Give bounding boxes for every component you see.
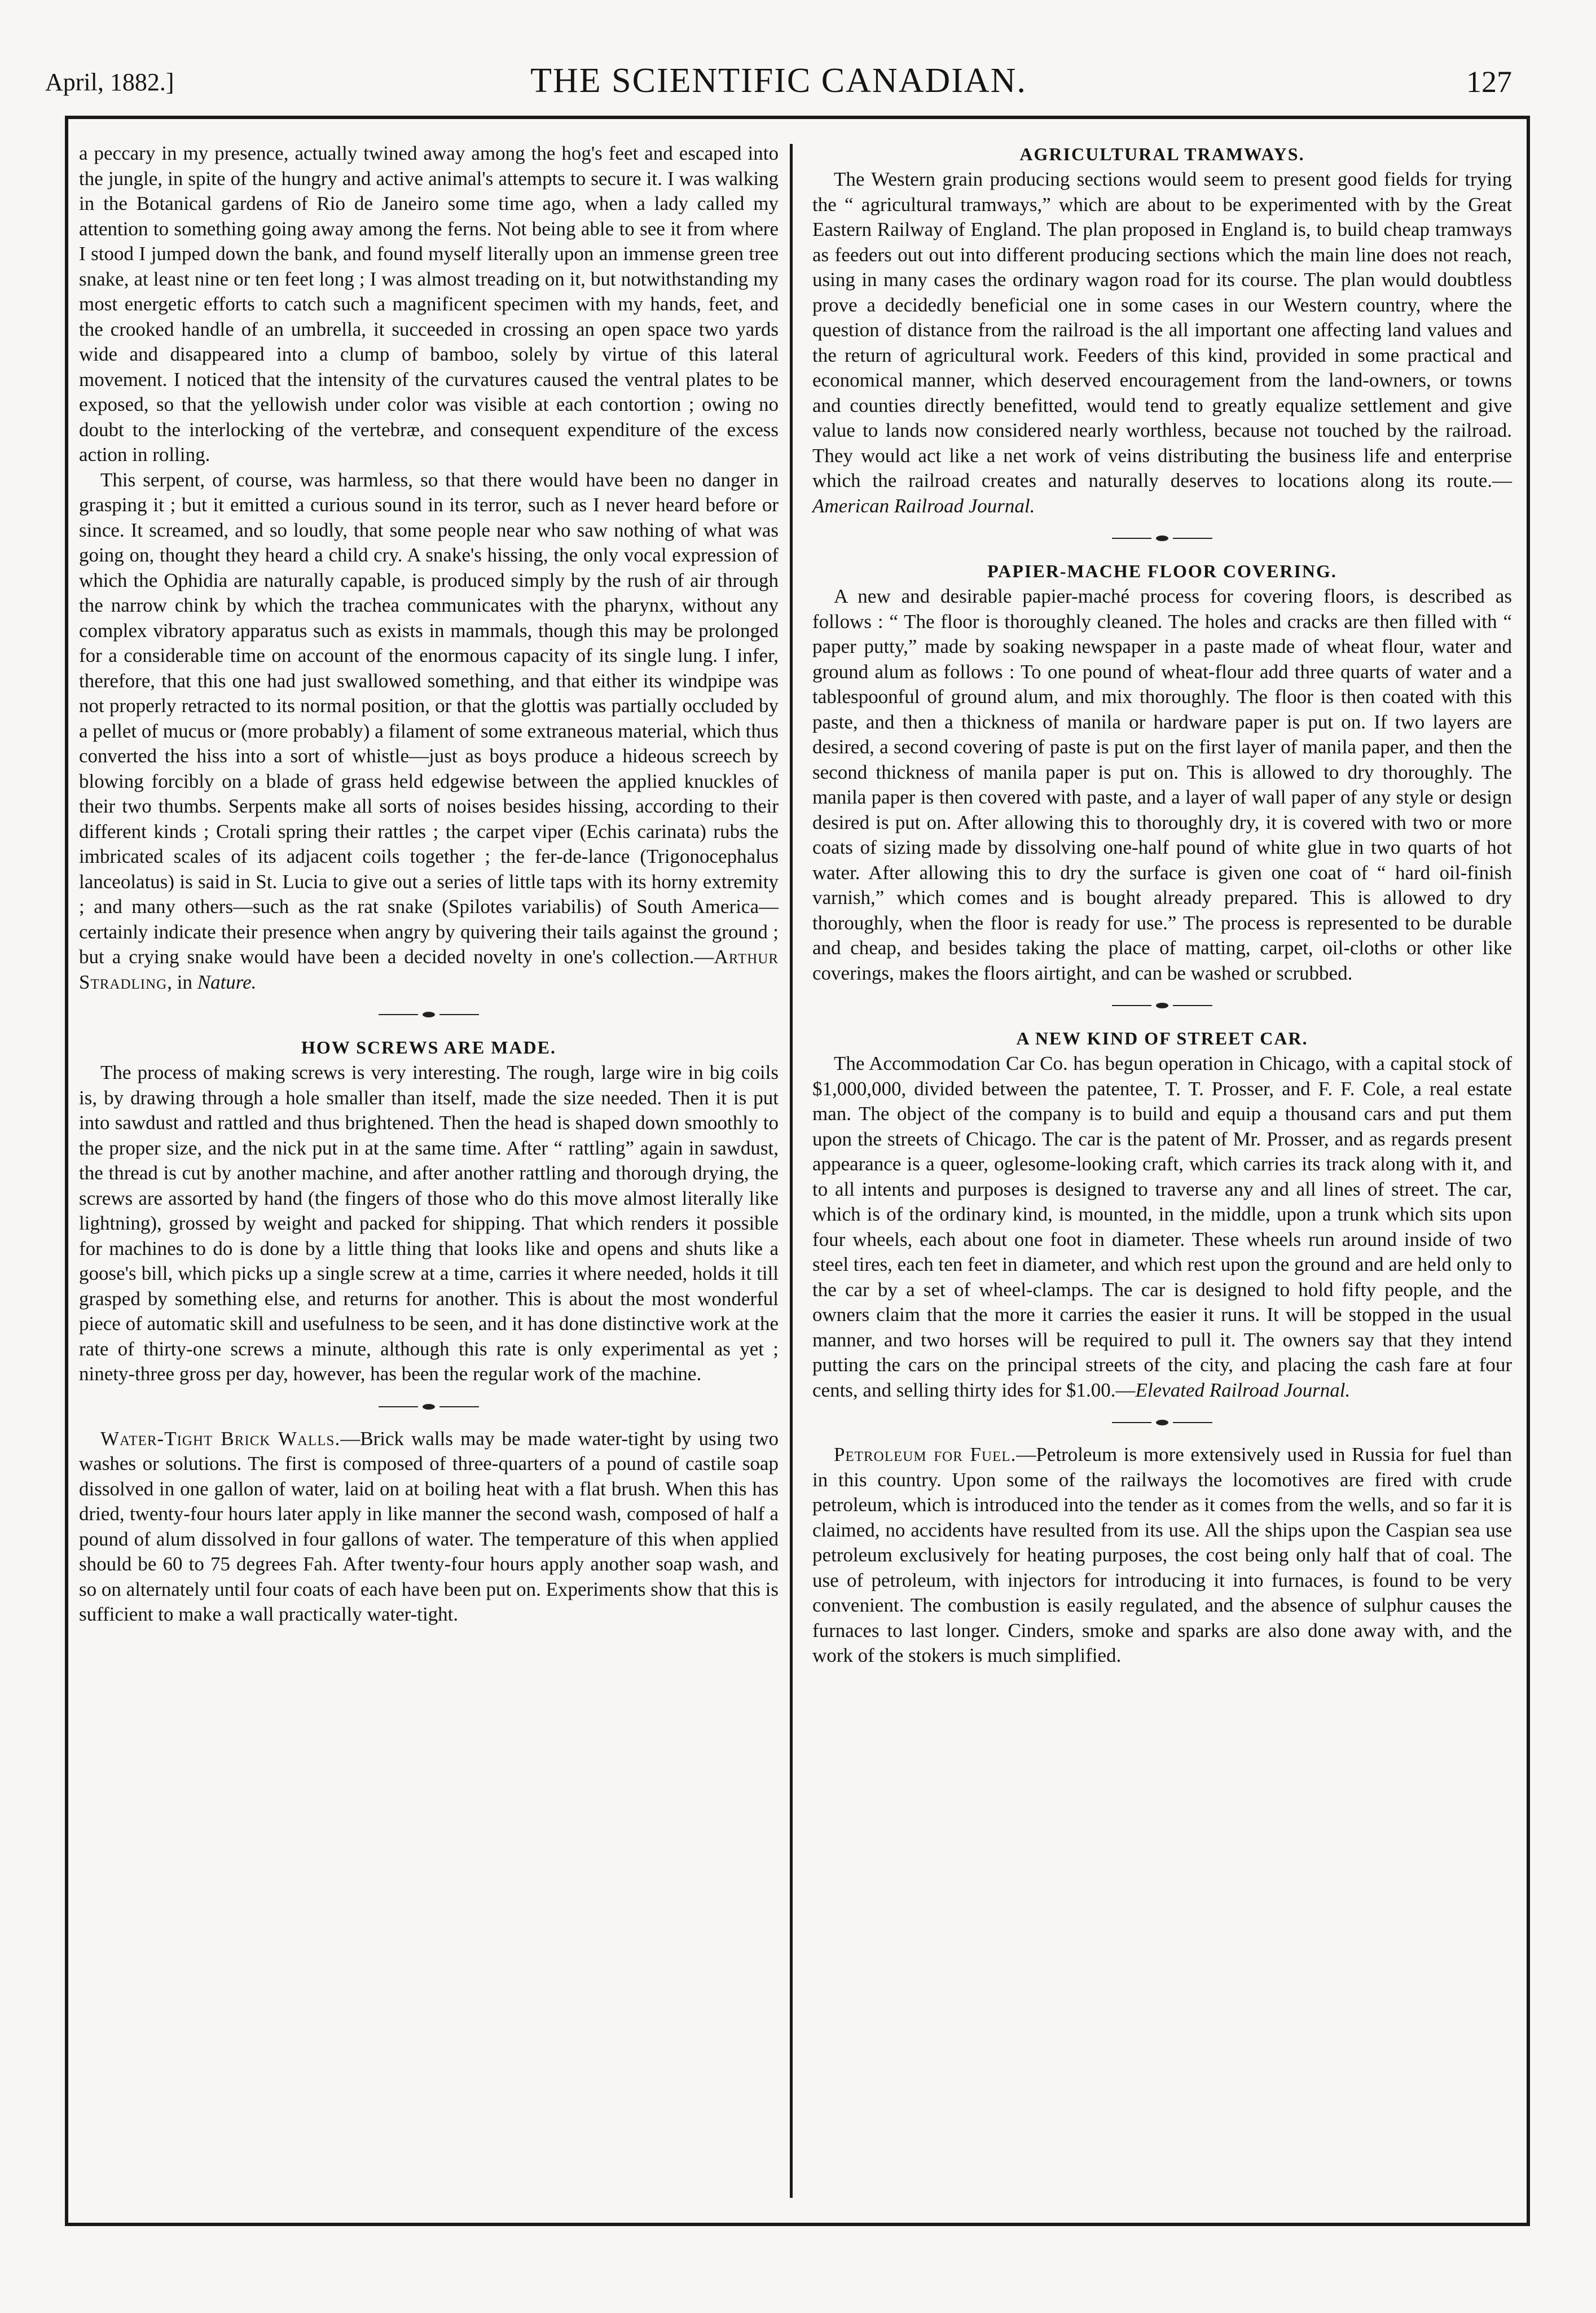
petroleum-heading: Petroleum for Fuel. [834,1443,1017,1465]
page-header [34,56,1523,107]
walls-heading: Water-Tight Brick Walls. [100,1427,341,1450]
walls-paragraph [79,1427,779,1627]
column-divider [790,144,793,2198]
screws-paragraph: The process of making screws is very interesting. The rough, large wire in big coils is, by drawing through a hole smaller than itself, made the size needed. Then it is put into sawdust and rattled and thus brightened. Then the head is shaped down smoothly to the proper size, and the nick put in at the same time. After “ rattling” again in sawdust, the thread is cut by another machine, and after another rattling and thorough drying, the screws are assorted by hand (the fingers of those who do this move almost literally like lightning), grossed by weight and packed for shipping. That which renders it possible for machines to do is done by a little thing that looks like and opens and shuts like a goose's bill, which picks up a single screw at a time, carries it where needed, holds it till grasped by something else, and returns for another. This is about the most wonderful piece of automatic skill and usefulness to be seen, and it has done distinctive work at the rate of thirty-one screws a minute, although this rate is only experimental as yet ; ninety-three gross per day, however, has been the regular work of the machine. [79,1061,779,1385]
section-ornament [79,995,779,1034]
tramways-paragraph [812,167,1512,519]
tramways-text: The Western grain producing sections would seem to present good fields for trying the “ agricultural tramways,” which are about to be experimented with by the Great Eastern Railway of England. The plan proposed in England is, to build cheap tramways as feeders out out into different producing sections which the main line does not reach, using in many cases the ordinary wagon road for its course. The plan would doubtless prove a decidedly beneficial one in some cases in our Western country, where the question of distance from the railroad is the all important one affecting land values and the return of agricultural work. Feeders of this kind, provided in some practical and economical manner, which deserved encouragement from the land-owners, or towns and counties directly benefitted, would tend to greatly equalize settlement and give value to lands now considered nearly worthless, because not touched by the railroad. They would act like a net work of veins distributing the business life and enterprise which the railroad creates and naturally deserves to locations along its route.— [812,168,1512,491]
petroleum-text: —Petroleum is more extensively used in Russia for fuel than in this country. Upon some of the railways the locomotives are fired with crude petroleum, which is introduced into the tender as it comes from the wells, and so far it is claimed, no accidents have resulted from its use. All the ships upon the Caspian sea use petroleum exclusively for heating purposes, the cost being only half that of coal. The use of petroleum, with injectors for introducing it into furnaces, is found to be very convenient. The combustion is easily regulated, and the absence of sulphur causes the furnaces to last longer. Cinders, smoke and sparks are also done away with, and the work of the stokers is much simplified. [812,1443,1512,1666]
left-column [79,141,779,1627]
snake-article-in: , in [167,971,197,993]
papier-paragraph: A new and desirable papier-maché process for covering floors, is described as follows : “ The floor is thoroughly cleaned. The holes and cracks are then filled with “ paper putty,” made by soaking newspaper in a paste made of wheat flour, water and ground alum as follows : To one pound of wheat-flour add three quarts of water and a tablespoonful of ground alum, and mix thoroughly. The floor is then coated with this paste, and then a thickness of manila or hardware paper is put on. If two layers are desired, a second covering of paste is put on the first layer of manila paper, and then the second thickness of manila paper is put on. This is allowed to dry thoroughly. The manila paper is then covered with paste, and a layer of wall paper of any style or design desired is put on. After allowing this to thoroughly dry, it is covered with two or more coats of sizing made by dissolving one-half pound of white glue in two quarts of hot water. After allowing this to dry the surface is given one coat of “ hard oil-finish varnish,” which comes and is bought already prepared. This is allowed to dry thoroughly, when the floor is ready for use.” The process is represented to be durable and cheap, and besides taking the place of matting, carpet, oil-cloths or other like coverings, makes the floors airtight, and can be washed or scrubbed. [812,585,1512,984]
street-car-text: The Accommodation Car Co. has begun operation in Chicago, with a capital stock of $1,000,000, divided between the patentee, T. T. Prosser, and F. F. Cole, a real estate man. The object of the company is to build and equip a thousand cars and put them upon the streets of Chicago. The car is the patent of Mr. Prosser, and as regards present appearance is a queer, oglesome-looking craft, which carries its track along with it, and to all intents and purposes is designed to traverse any and all lines of street. The car, which is of the ordinary kind, is mounted, in the middle, upon a trunk which sits upon four wheels, each about one foot in diameter. These wheels run around inside of two steel tires, each ten feet in diameter, and which rest upon the ground and are held only to the car by a set of wheel-clamps. The car is designed to hold fifty people, and the owners claim that the more it carries the easier it runs. It will be stopped in the usual manner, and two horses will be required to pull it. The owners say that they intend putting the cars on the principal streets of the city, and placing the cash fare at four cents, and selling thirty ides for $1.00.— [812,1052,1512,1401]
section-ornament [812,986,1512,1025]
page-number: 127 [1466,65,1512,99]
petroleum-paragraph [812,1442,1512,1669]
snake-article-text: This serpent, of course, was harmless, so that there would have been no danger in grasping it ; but it emitted a curious sound in its terror, such as I never heard before or since. It screamed, and so loudly, that some people near who saw nothing of what was going on, thought they heard a child cry. A snake's hissing, the only vocal expression of which the Ophidia are naturally capable, is produced simply by the rush of air through the narrow chink by which the trachea communicates with the pharynx, without any complex vibratory apparatus such as exists in mammals, though this may be prolonged for a considerable time on account of the enormous capacity of its single lung. I infer, therefore, that this one had just swallowed something, and that either its windpipe was not properly retracted to its normal position, or that the glottis was partially occluded by a pellet of mucus or (more probably) a filament of some extraneous material, which thus converted the hiss into a sort of whistle—just as boys produce a hideous screech by blowing forcibly on a blade of grass held edgewise between the applied knuckles of their two thumbs. Serpents make all sorts of noises besides hissing, according to their different kinds ; Crotali spring their rattles ; the carpet viper (Echis carinata) rubs the imbricated scales of its adjacent coils together ; the fer-de-lance (Trigonocephalus lanceolatus) is said in St. Lucia to give out a series of little taps with its horny extremity ; and many others—such as the rat snake (Spilotes variabilis) of South America—certainly indicate their presence when angry by quivering their tails against the ground ; but a crying snake would have been a decided novelty in one's collection.— [79,468,779,968]
issue-date: April, 1882.] [45,68,174,96]
snake-article-paragraph-1: a peccary in my presence, actually twined away among the hog's feet and escaped into the jungle, in spite of the hungry and active animal's attempts to secure it. I was walking in the Botanical gardens of Rio de Janeiro some time ago, when a lady called my attention to something going away among the ferns. Not being able to see it from where I stood I jumped down the bank, and found myself literally upon an immense green tree snake, at least nine or ten feet long ; I was almost treading on it, but notwithstanding my most energetic efforts to catch such a magnificent specimen with my hands, feet, and the crooked handle of an umbrella, it succeeded in crossing an open space two yards wide and disappeared into a clump of bamboo, solely by virtue of this lateral movement. I noticed that the intensity of the curvatures caused the ventral plates to be exposed, so that the yellowish under color was visible at each contortion ; owing no doubt to the interlocking of the vertebræ, and consequent expenditure of the excess action in rolling. [79,142,779,466]
walls-text: —Brick walls may be made water-tight by using two washes or solutions. The first is composed of three-quarters of a pound of castile soap dissolved in one gallon of water, laid on at boiling heat with a flat brush. When this has dried, twenty-four hours later apply in like manner the second wash, composed of half a pound of alum dissolved in four gallons of water. The temperature of this when applied should be 60 to 75 degrees Fah. After twenty-four hours apply another soap wash, and so on alternately until four coats of each have been put on. Experiments show that this is sufficient to make a wall practically water-tight. [79,1427,779,1625]
tramways-source: American Railroad Journal. [812,494,1035,517]
snake-article-source: Nature. [197,971,257,993]
section-ornament [79,1387,779,1427]
street-car-heading: A NEW KIND OF STREET CAR. [1016,1028,1308,1048]
section-ornament [812,519,1512,558]
right-column [812,141,1512,1669]
snake-article-paragraph-2 [79,468,779,995]
street-car-paragraph [812,1051,1512,1403]
journal-title: THE SCIENTIFIC CANADIAN. [530,62,1027,100]
section-ornament [812,1403,1512,1442]
street-car-source: Elevated Railroad Journal. [1135,1379,1351,1401]
papier-heading: PAPIER-MACHE FLOOR COVERING. [987,561,1337,581]
screws-heading: HOW SCREWS ARE MADE. [301,1037,556,1057]
tramways-heading: AGRICULTURAL TRAMWAYS. [1019,144,1305,164]
snake-article-author: Arthur Stradling [79,946,779,993]
